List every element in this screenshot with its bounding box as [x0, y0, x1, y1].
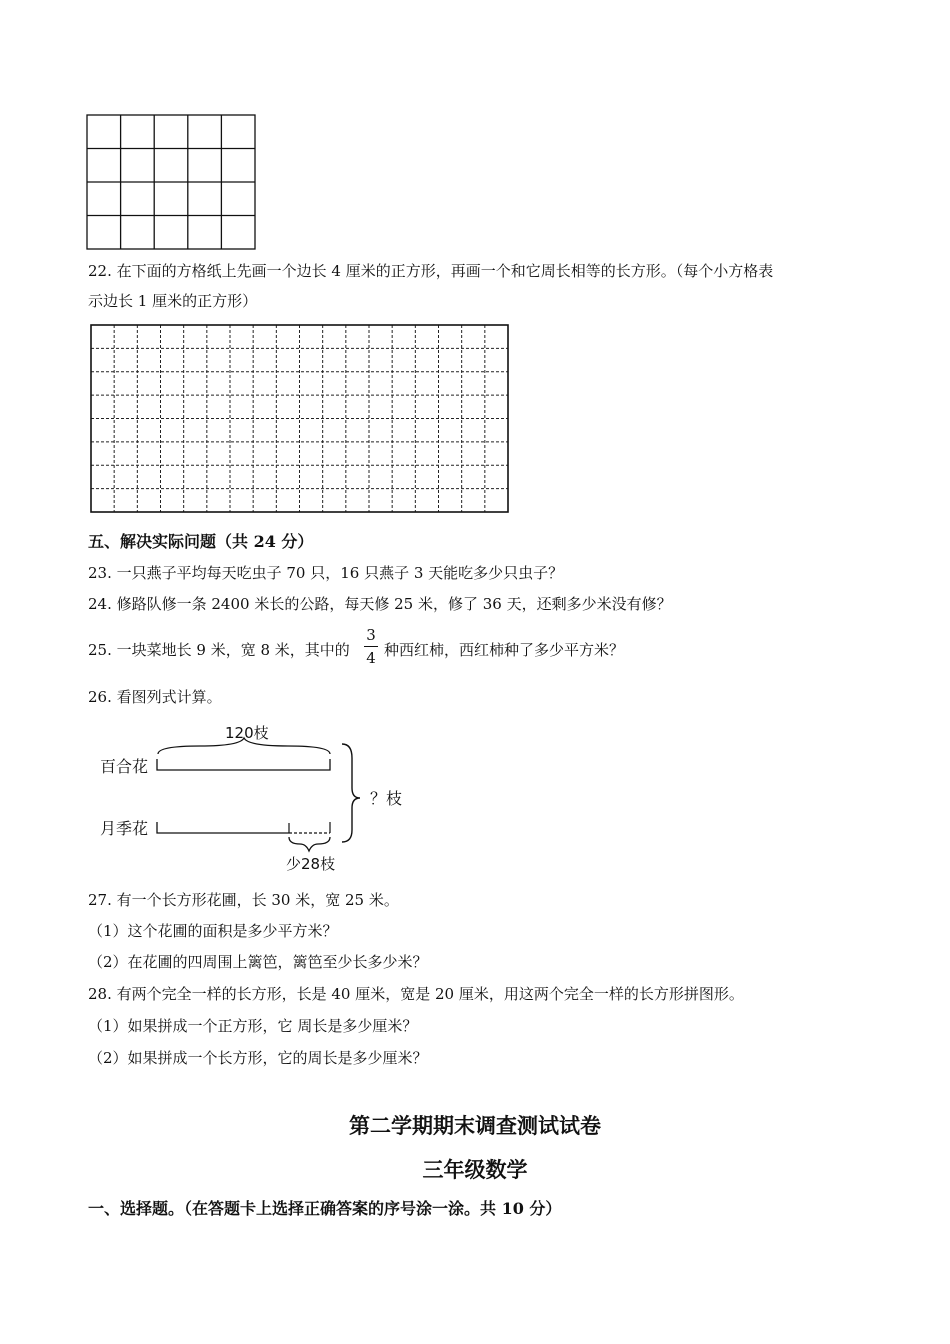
q27-sub1: （1）这个花圃的面积是多少平方米？ — [88, 922, 338, 940]
q28: 28. 有两个完全一样的长方形，长是 40 厘米，宽是 20 厘米，用这两个完全一样的长方形拼图形。 — [88, 985, 744, 1003]
q22-line2: 示边长 1 厘米的正方形） — [88, 292, 258, 310]
lily-segment — [157, 759, 330, 770]
q28-sub1: （1）如果拼成一个正方形，它 周长是多少厘米？ — [88, 1017, 418, 1035]
q26: 26. 看图列式计算。 — [88, 688, 222, 706]
q28-sub2: （2）如果拼成一个长方形，它的周长是多少厘米？ — [88, 1049, 428, 1067]
fraction-bar — [364, 646, 378, 647]
small-grid — [86, 114, 258, 252]
q25-before: 25. 一块菜地长 9 米，宽 8 米，其中的 — [88, 641, 350, 659]
q27-sub2: （2）在花圃的四周围上篱笆，篱笆至少长多少米？ — [88, 953, 428, 971]
section1-heading: 一、选择题。（在答题卡上选择正确答案的序号涂一涂。共 10 分） — [88, 1199, 562, 1218]
q23: 23. 一只燕子平均每天吃虫子 70 只，16 只燕子 3 天能吃多少只虫子？ — [88, 564, 564, 582]
q24: 24. 修路队修一条 2400 米长的公路，每天修 25 米，修了 36 天，还剩多少米没有修？ — [88, 595, 672, 613]
bottom-brace-icon — [289, 837, 330, 851]
exam-title: 第二学期期末调查测试试卷 — [349, 1113, 601, 1138]
q22-line1: 22. 在下面的方格纸上先画一个边长 4 厘米的正方形，再画一个和它周长相等的长方形。（每个小方格表 — [88, 262, 774, 280]
fraction-denominator: 4 — [366, 649, 376, 667]
rose-segment — [157, 822, 289, 833]
q27: 27. 有一个长方形花圃，长 30 米，宽 25 米。 — [88, 891, 399, 909]
segment-diagram — [90, 718, 420, 878]
label-total: 120枝 — [225, 724, 269, 742]
q25-after: 种西红柿，西红柿种了多少平方米？ — [384, 641, 625, 659]
exam-subtitle: 三年级数学 — [422, 1157, 528, 1182]
section5-heading: 五、解决实际问题（共 24 分） — [88, 532, 314, 551]
label-question: ？枝 — [370, 789, 403, 808]
label-less: 少28枝 — [286, 855, 336, 873]
label-lily: 百合花 — [100, 757, 149, 776]
dashed-grid-paper — [90, 324, 510, 514]
q25-fraction — [364, 626, 378, 667]
label-rose: 月季花 — [100, 819, 149, 838]
fraction-numerator: 3 — [366, 626, 376, 644]
right-brace-icon — [342, 744, 360, 842]
